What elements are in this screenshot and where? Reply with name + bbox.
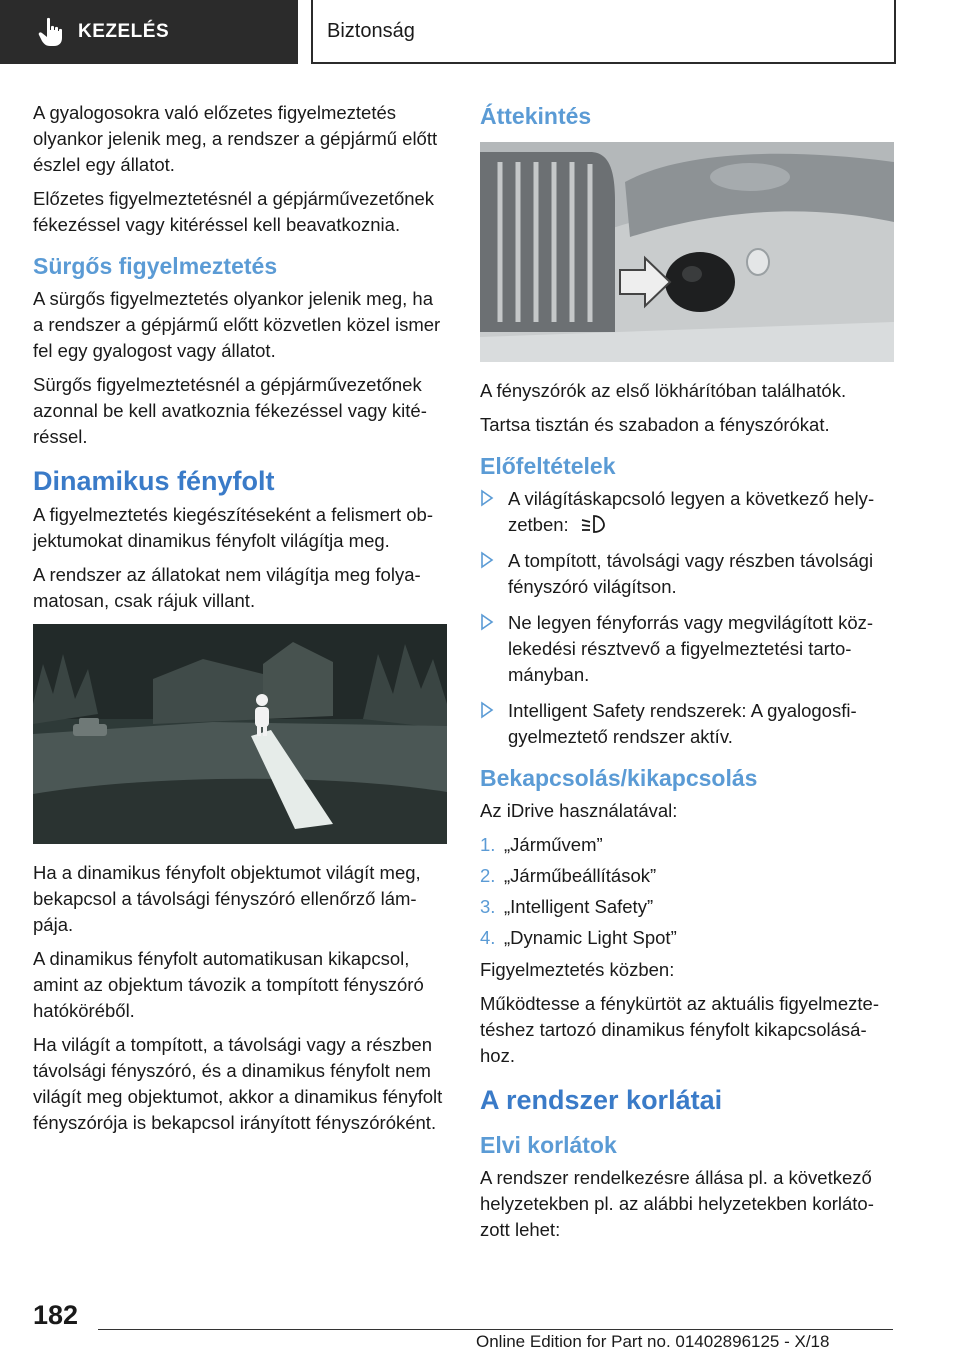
- paragraph: Ha a dinamikus fényfolt objektumot világít meg, bekapcsol a távolsági fényszóró ellenőrző lámpája.: [33, 862, 421, 935]
- step-text: „Járművem”: [504, 834, 603, 855]
- chapter-label: Biztonság: [327, 19, 415, 42]
- step-item: [480, 832, 894, 858]
- heading-dynamic-light-spot: Dinamikus fényfolt: [33, 466, 275, 496]
- list-item: [480, 486, 894, 538]
- heading-urgent-warning: Sürgős figyelmeztetés: [33, 253, 278, 279]
- section-tab[interactable]: [0, 0, 298, 64]
- paragraph: A rendszer az állatokat nem világítja meg folyamatosan, csak rájuk villant.: [33, 564, 421, 611]
- paragraph: A dinamikus fényfolt automatikusan kikapcsol, amint az objektum távozik a tompított fényszóró hatóköréből.: [33, 948, 424, 1021]
- paragraph: A figyelmeztetés kiegészítéseként a felismert objektumokat dinamikus fényfolt világítja meg.: [33, 504, 434, 551]
- paragraph: Tartsa tisztán és szabadon a fényszórókat.: [480, 414, 830, 435]
- paragraph: A gyalogosokra való előzetes figyelmeztetés olyankor jelenik meg, a rendszer a gépjármű előtt észlel egy állatot.: [33, 102, 438, 175]
- paragraph: Az iDrive használatával:: [480, 800, 678, 821]
- step-number: 4.: [480, 927, 496, 948]
- night-road-illustration: [33, 624, 447, 844]
- list-item-text: Intelligent Safety rendszerek: A gyalogosfigyelmeztető rendszer aktív.: [508, 700, 857, 747]
- paragraph: Ha világít a tompított, a távolsági vagy a részben távolsági fényszóró, és a dinamikus fényfolt nem világít meg objektumot, akkor a dinamikus fényfolt fényszórója is bekapcsol irányított fényszóróként.: [33, 1034, 443, 1133]
- right-column: [480, 100, 894, 1251]
- step-list: [480, 832, 894, 951]
- step-text: „Dynamic Light Spot”: [504, 927, 677, 948]
- section-label: KEZELÉS: [78, 21, 170, 42]
- edition-note: Online Edition for Part no. 01402896125 - X/18: [476, 1332, 830, 1351]
- heading-system-limits: A rendszer korlátai: [480, 1085, 723, 1115]
- light-switch-symbol-icon: [580, 513, 606, 535]
- paragraph: Sürgős figyelmeztetésnél a gépjárművezetőnek azonnal be kell avatkoznia fékezéssel vagy kitéréssel.: [33, 374, 427, 447]
- list-item: [480, 698, 894, 750]
- pointing-hand-icon: [38, 17, 64, 47]
- triangle-bullet-icon: [480, 489, 494, 507]
- list-item: [480, 610, 894, 688]
- step-text: „Intelligent Safety”: [504, 896, 654, 917]
- step-number: 3.: [480, 896, 496, 917]
- paragraph: Előzetes figyelmeztetésnél a gépjárművezetőnek fékezéssel vagy kitéréssel kell beavatkoznia.: [33, 188, 435, 235]
- step-text: „Járműbeállítások”: [504, 865, 657, 886]
- triangle-bullet-icon: [480, 551, 494, 569]
- paragraph: A sürgős figyelmeztetés olyankor jelenik meg, ha a rendszer a gépjármű előtt közvetlen közel ismer fel egy gyalogost vagy állatot.: [33, 288, 441, 361]
- step-item: [480, 925, 894, 951]
- heading-prerequisites: Előfeltételek: [480, 453, 616, 479]
- paragraph: Működtesse a fénykürtöt az aktuális figyelmeztetéshez tartozó dinamikus fényfolt kikapcsolásához.: [480, 993, 879, 1066]
- paragraph: Figyelmeztetés közben:: [480, 959, 675, 980]
- step-item: [480, 894, 894, 920]
- triangle-bullet-icon: [480, 701, 494, 719]
- page-number: 182: [33, 1300, 79, 1330]
- heading-overview: Áttekintés: [480, 103, 592, 129]
- heading-on-off: Bekapcsolás/kikapcsolás: [480, 765, 758, 791]
- prerequisite-list: [480, 486, 894, 750]
- step-item: [480, 863, 894, 889]
- list-item-text: A tompított, távolsági vagy részben távolsági fényszóró világítson.: [508, 550, 874, 597]
- headlight-bumper-illustration: [480, 142, 894, 362]
- left-column: [33, 100, 447, 1144]
- paragraph: A fényszórók az első lökhárítóban találhatók.: [480, 380, 847, 401]
- footer-divider: [98, 1329, 893, 1330]
- heading-principle-limits: Elvi korlátok: [480, 1132, 617, 1158]
- step-number: 1.: [480, 834, 496, 855]
- list-item: [480, 548, 894, 600]
- triangle-bullet-icon: [480, 613, 494, 631]
- paragraph: A rendszer rendelkezésre állása pl. a következő helyzetekben pl. az alábbi helyzetekben korlátozott lehet:: [480, 1167, 874, 1240]
- chapter-tab[interactable]: [311, 0, 896, 64]
- list-item-text: A világításkapcsoló legyen a következő helyzetben:: [508, 488, 875, 535]
- step-number: 2.: [480, 865, 496, 886]
- list-item-text: Ne legyen fényforrás vagy megvilágított közlekedési résztvevő a figyelmeztetési tartományban.: [508, 612, 874, 685]
